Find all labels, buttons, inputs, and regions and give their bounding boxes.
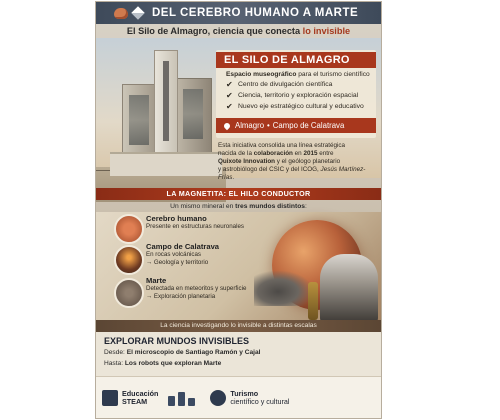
lab-icon — [168, 390, 202, 406]
explore-to-label: Hasta: — [104, 360, 124, 367]
footer-tourism-sub: científico y cultural — [230, 397, 290, 406]
bullet-item — [226, 91, 376, 100]
explore-to — [104, 360, 221, 367]
check-icon: ✔ — [226, 102, 233, 111]
panel-title: EL SILO DE ALMAGRO — [216, 52, 376, 68]
bullet-label: Nuevo eje estratégico cultural y educativo — [238, 103, 364, 110]
flask-shape — [168, 396, 175, 406]
initiative-text-segment: entre — [317, 150, 334, 158]
base-building — [110, 152, 222, 176]
explore-heading: EXPLORAR MUNDOS INVISIBLES — [104, 336, 250, 346]
initiative-line-2 — [218, 150, 378, 158]
world-item-title: Campo de Calatrava — [146, 242, 220, 251]
explore-section — [96, 332, 381, 376]
volcano-icon — [114, 245, 144, 275]
world-item-text: Presente en estructuras neuronales — [146, 223, 245, 230]
poster-subtitle — [96, 26, 381, 36]
world-item-calatrava — [146, 242, 219, 266]
mars-rock-icon — [114, 278, 144, 308]
explore-from-value: El microscopio de Santiago Ramón y Cajal — [126, 349, 261, 356]
mineral-line — [96, 203, 381, 210]
subtitle-text: El Silo de Almagro, ciencia que conecta — [126, 26, 303, 36]
header-bar — [96, 2, 381, 24]
world-item-text: → Exploración planetaria — [146, 292, 216, 300]
initiative-text-segment: en — [292, 150, 304, 158]
panel-subtitle-light: para el turismo científico — [296, 71, 370, 78]
check-icon: ✔ — [226, 91, 233, 100]
explore-from-label: Desde: — [104, 349, 125, 356]
brain-icon — [114, 214, 144, 244]
initiative-bold: Quixote Innovation — [218, 158, 276, 166]
building-icon — [102, 390, 118, 406]
initiative-text-segment: nacida de la — [218, 150, 254, 158]
footer-tourism — [230, 390, 289, 406]
world-item-title: Marte — [146, 276, 167, 285]
brain-icon — [114, 8, 128, 19]
initiative-italic: Jesús Martínez-Frías — [218, 166, 366, 182]
flask-shape — [178, 392, 185, 406]
mineral-bold: tres mundos distintos — [235, 203, 306, 210]
silo-tower — [154, 50, 178, 162]
location-bar — [216, 118, 376, 133]
location-separator: • — [267, 121, 270, 130]
footer-education-sub: STEAM — [122, 397, 148, 406]
initiative-text-segment: y astrobiólogo del CSIC y del ICOG, — [218, 166, 321, 174]
world-item-text: En rocas volcánicas — [146, 251, 202, 258]
mineral-text: : — [305, 203, 307, 210]
flask-shape — [188, 398, 195, 406]
subtitle-accent: lo invisible — [302, 26, 351, 36]
poster-title: DEL CEREBRO HUMANO A MARTE — [152, 7, 359, 19]
initiative-line-4 — [218, 166, 378, 182]
explore-from — [104, 349, 261, 356]
rocks-illustration — [254, 270, 314, 306]
footer-education — [122, 390, 158, 406]
world-item-text: Detectada en meteoritos y superficie — [146, 285, 247, 292]
mural — [129, 95, 149, 145]
scientist-portrait — [320, 254, 378, 324]
initiative-text — [218, 142, 378, 182]
location-name: Almagro — [235, 121, 265, 130]
mineral-text: Un mismo mineral en — [170, 203, 236, 210]
panel-subtitle-strong: Espacio museográfico — [226, 71, 297, 78]
microscope-illustration — [308, 282, 318, 320]
world-item-mars — [146, 276, 246, 300]
tourism-icon — [210, 390, 226, 406]
check-icon: ✔ — [226, 80, 233, 89]
initiative-text-segment: y el geólogo planetario — [275, 158, 341, 166]
initiative-line-3 — [218, 158, 378, 166]
mural — [183, 89, 203, 139]
world-item-brain — [146, 214, 244, 231]
cube-logo-icon — [131, 6, 145, 20]
initiative-line-1: Esta iniciativa consolida una línea estratégica — [218, 142, 346, 149]
bullet-label: Centro de divulgación científica — [238, 81, 333, 88]
explore-to-value: Los robots que exploran Marte — [124, 360, 222, 367]
bullet-item — [226, 102, 376, 111]
location-pin-icon — [223, 121, 231, 129]
world-item-title: Cerebro humano — [146, 214, 207, 223]
initiative-text-segment: . — [232, 174, 235, 182]
footer-bar — [96, 376, 381, 418]
bullet-item — [226, 80, 376, 89]
poster — [96, 2, 381, 418]
initiative-bold: colaboración — [253, 150, 293, 158]
bullet-label: Ciencia, territorio y exploración espacial — [238, 92, 359, 99]
initiative-bold: 2015 — [303, 150, 318, 158]
magnetita-band: LA MAGNETITA: EL HILO CONDUCTOR — [96, 188, 381, 200]
location-region: Campo de Calatrava — [272, 121, 345, 130]
tagline-banner: La ciencia investigando lo invisible a distintas escalas — [96, 320, 381, 332]
world-item-text: → Geología y territorio — [146, 258, 209, 266]
panel-subtitle — [226, 71, 376, 78]
tower-window — [163, 61, 169, 141]
footer-education-title: Educación — [122, 389, 159, 398]
footer-tourism-title: Turismo — [230, 389, 259, 398]
